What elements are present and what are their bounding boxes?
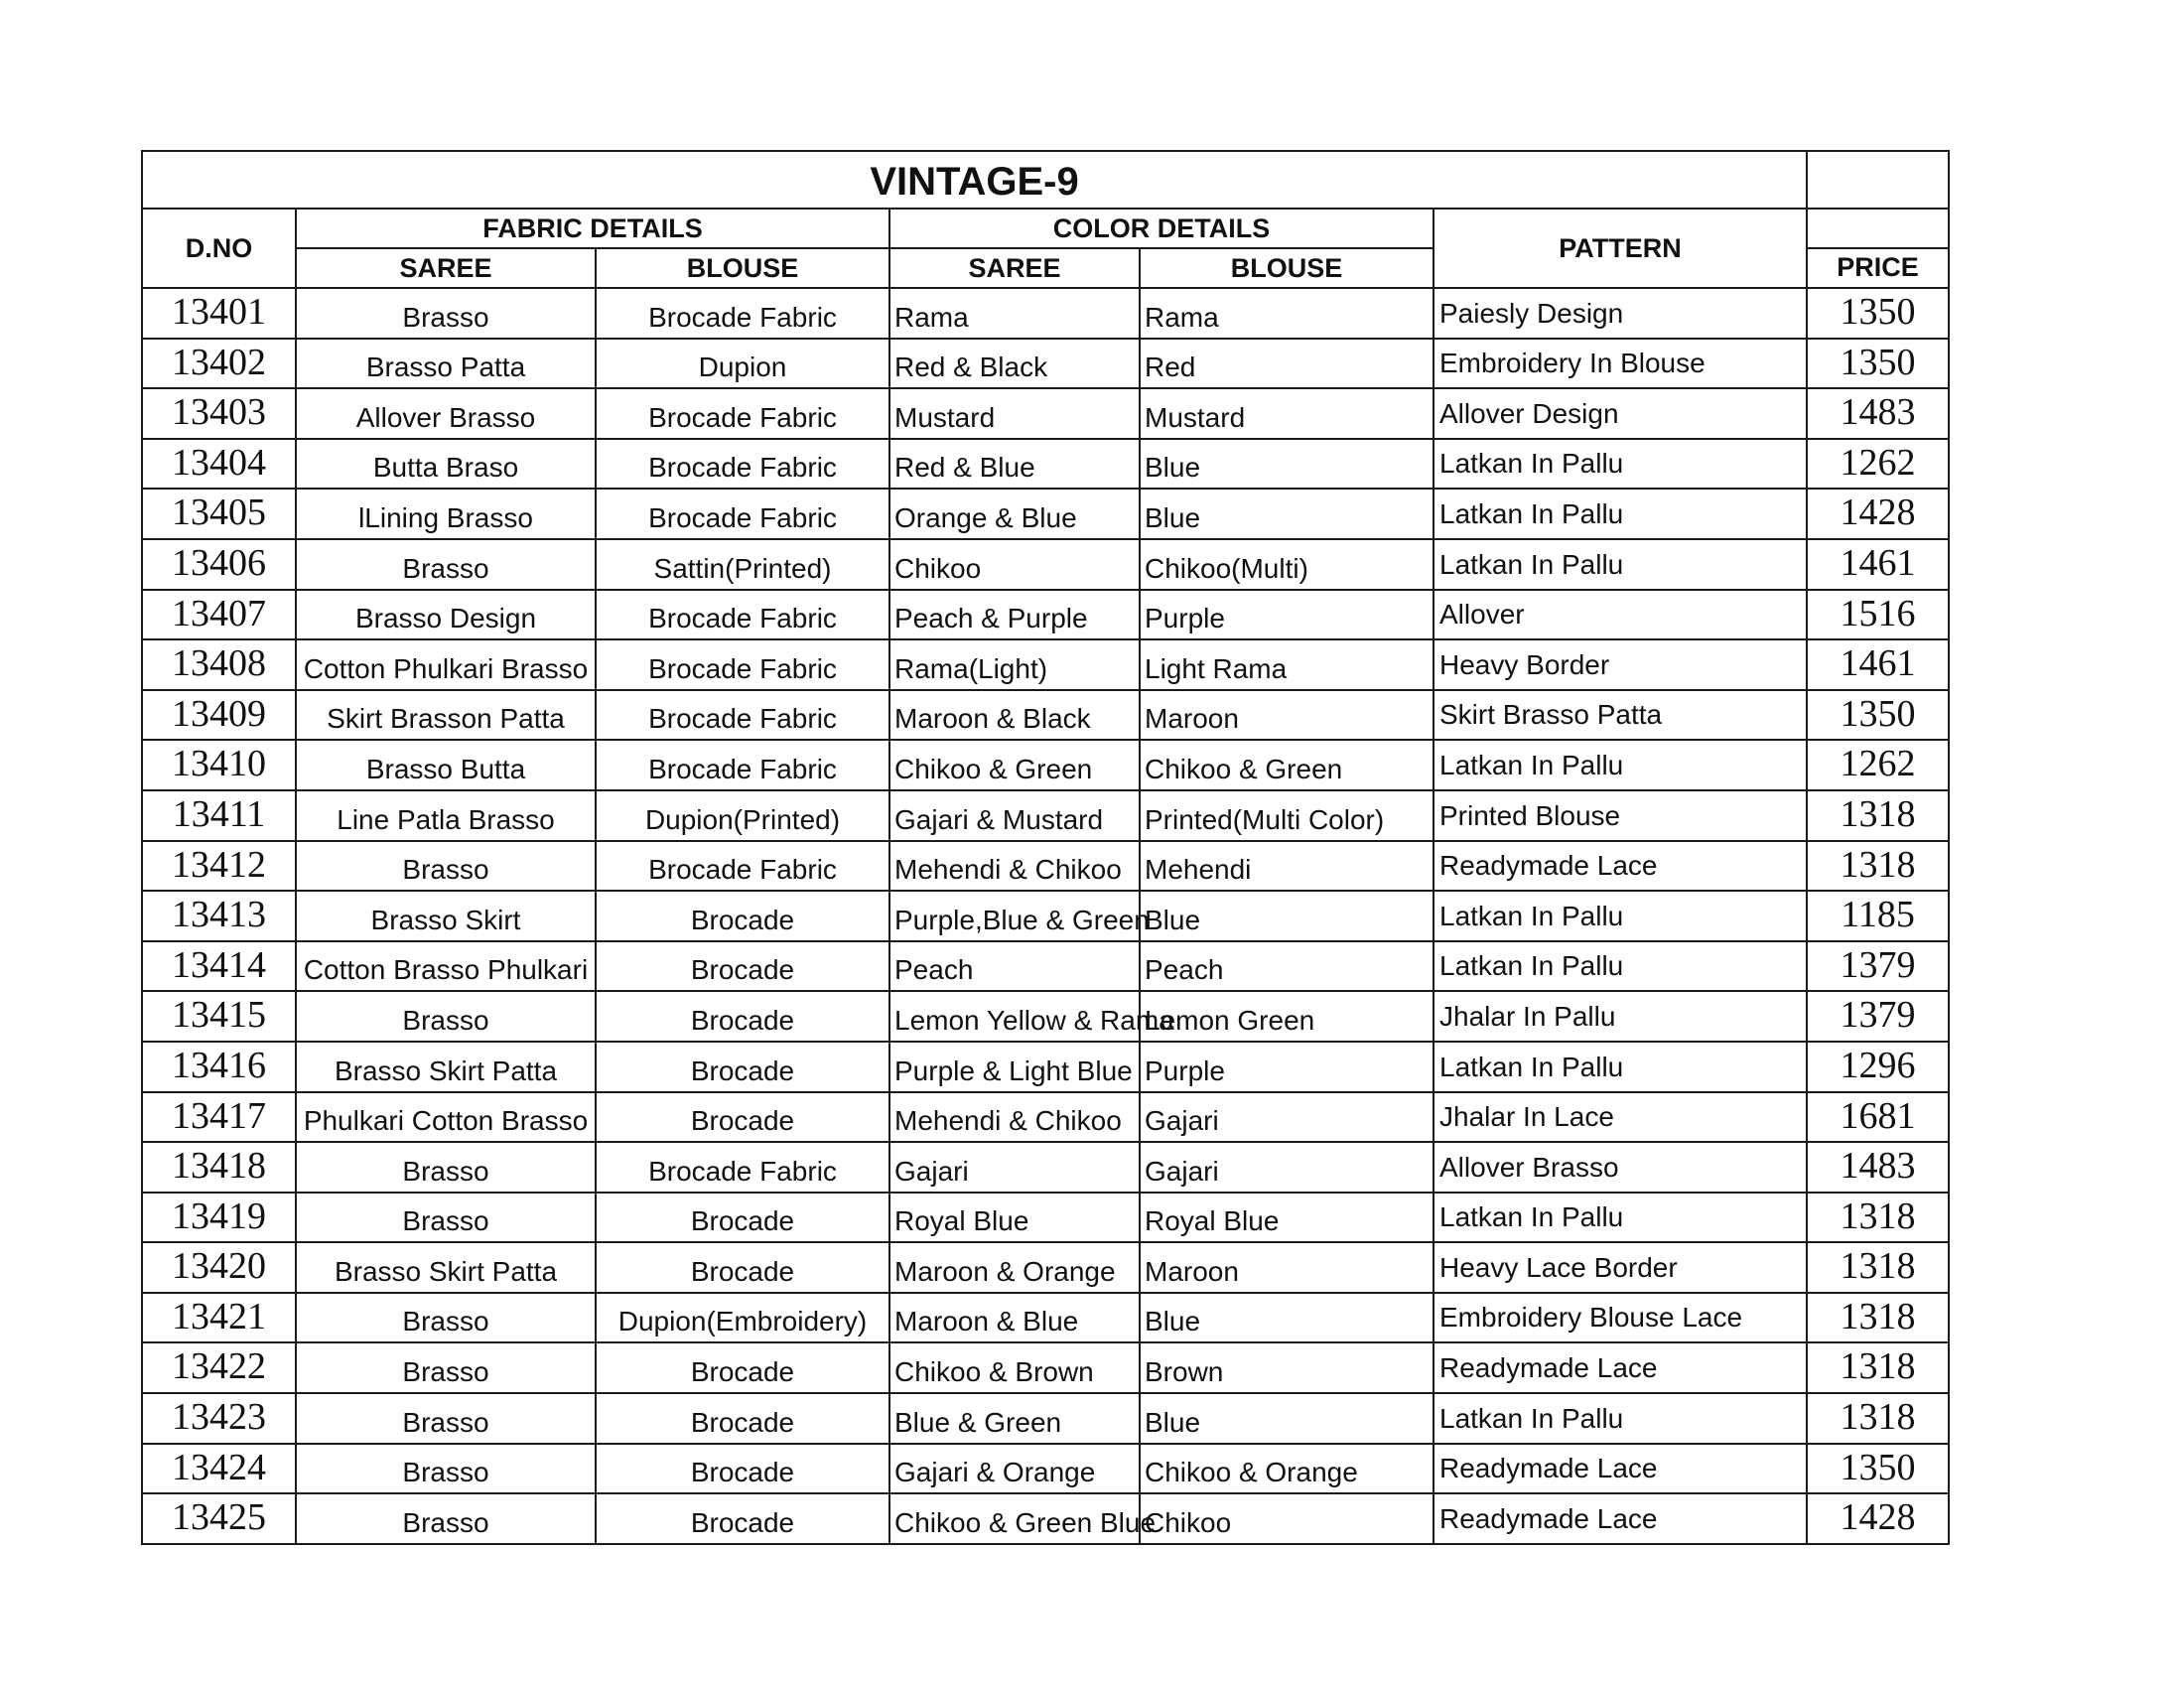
- fabric-blouse-cell: Brocade: [596, 891, 889, 941]
- table-row: [142, 991, 1949, 1042]
- fabric-blouse-cell: Brocade: [596, 1342, 889, 1393]
- color-blouse-cell: Royal Blue: [1140, 1193, 1433, 1243]
- header-color-blouse: BLOUSE: [1140, 248, 1433, 288]
- color-blouse-cell: Gajari: [1140, 1142, 1433, 1193]
- dno-cell: 13407: [142, 590, 296, 640]
- fabric-saree-cell: Brasso: [296, 1493, 596, 1544]
- dno-cell: 13414: [142, 941, 296, 992]
- dno-cell: 13409: [142, 690, 296, 741]
- fabric-blouse-cell: Brocade: [596, 1092, 889, 1143]
- fabric-blouse-cell: Brocade Fabric: [596, 288, 889, 339]
- pattern-cell: Jhalar In Lace: [1433, 1092, 1807, 1143]
- color-blouse-cell: Peach: [1140, 941, 1433, 992]
- dno-cell: 13423: [142, 1393, 296, 1444]
- color-blouse-cell: Brown: [1140, 1342, 1433, 1393]
- color-saree-cell: Mehendi & Chikoo: [889, 1092, 1140, 1143]
- header-fabric-saree: SAREE: [296, 248, 596, 288]
- pattern-cell: Latkan In Pallu: [1433, 941, 1807, 992]
- color-saree-cell: Maroon & Orange: [889, 1242, 1140, 1293]
- header-price-blank: [1807, 209, 1949, 248]
- price-cell: 1350: [1807, 1444, 1949, 1494]
- dno-cell: 13413: [142, 891, 296, 941]
- pattern-cell: Allover Design: [1433, 388, 1807, 439]
- table-row: [142, 439, 1949, 490]
- fabric-saree-cell: Brasso: [296, 1293, 596, 1343]
- header-color-details: COLOR DETAILS: [889, 209, 1433, 248]
- color-blouse-cell: Chikoo: [1140, 1493, 1433, 1544]
- price-cell: 1461: [1807, 639, 1949, 690]
- fabric-saree-cell: Brasso: [296, 1193, 596, 1243]
- color-saree-cell: Red & Black: [889, 339, 1140, 389]
- dno-cell: 13416: [142, 1042, 296, 1092]
- pattern-cell: Skirt Brasso Patta: [1433, 690, 1807, 741]
- fabric-saree-cell: Brasso: [296, 539, 596, 590]
- color-saree-cell: Purple,Blue & Green: [889, 891, 1140, 941]
- color-blouse-cell: Blue: [1140, 439, 1433, 490]
- pattern-cell: Latkan In Pallu: [1433, 1393, 1807, 1444]
- color-blouse-cell: Blue: [1140, 891, 1433, 941]
- color-saree-cell: Maroon & Blue: [889, 1293, 1140, 1343]
- color-saree-cell: Gajari: [889, 1142, 1140, 1193]
- table-row: [142, 690, 1949, 741]
- header-color-saree: SAREE: [889, 248, 1140, 288]
- pattern-cell: Readymade Lace: [1433, 841, 1807, 892]
- color-blouse-cell: Maroon: [1140, 690, 1433, 741]
- color-saree-cell: Royal Blue: [889, 1193, 1140, 1243]
- table-row: [142, 489, 1949, 539]
- table-row: [142, 1493, 1949, 1544]
- color-blouse-cell: Blue: [1140, 1293, 1433, 1343]
- fabric-saree-cell: Brasso Butta: [296, 740, 596, 790]
- color-saree-cell: Lemon Yellow & Rama: [889, 991, 1140, 1042]
- color-saree-cell: Maroon & Black: [889, 690, 1140, 741]
- fabric-blouse-cell: Dupion(Embroidery): [596, 1293, 889, 1343]
- dno-cell: 13411: [142, 790, 296, 841]
- pattern-cell: Latkan In Pallu: [1433, 1193, 1807, 1243]
- fabric-blouse-cell: Brocade Fabric: [596, 489, 889, 539]
- fabric-blouse-cell: Dupion(Printed): [596, 790, 889, 841]
- price-cell: 1318: [1807, 790, 1949, 841]
- fabric-saree-cell: Brasso Skirt Patta: [296, 1042, 596, 1092]
- table-row: [142, 1042, 1949, 1092]
- pattern-cell: Latkan In Pallu: [1433, 539, 1807, 590]
- fabric-blouse-cell: Brocade Fabric: [596, 740, 889, 790]
- color-saree-cell: Orange & Blue: [889, 489, 1140, 539]
- color-blouse-cell: Blue: [1140, 489, 1433, 539]
- fabric-blouse-cell: Brocade Fabric: [596, 590, 889, 640]
- color-saree-cell: Gajari & Orange: [889, 1444, 1140, 1494]
- dno-cell: 13425: [142, 1493, 296, 1544]
- pattern-cell: Latkan In Pallu: [1433, 1042, 1807, 1092]
- fabric-blouse-cell: Brocade Fabric: [596, 841, 889, 892]
- pattern-cell: Heavy Lace Border: [1433, 1242, 1807, 1293]
- pattern-cell: Embroidery In Blouse: [1433, 339, 1807, 389]
- price-cell: 1483: [1807, 388, 1949, 439]
- table-row: [142, 740, 1949, 790]
- fabric-blouse-cell: Brocade Fabric: [596, 690, 889, 741]
- color-saree-cell: Peach: [889, 941, 1140, 992]
- color-blouse-cell: Printed(Multi Color): [1140, 790, 1433, 841]
- header-fabric-blouse: BLOUSE: [596, 248, 889, 288]
- header-row-top: [142, 209, 1949, 248]
- color-blouse-cell: Chikoo & Green: [1140, 740, 1433, 790]
- fabric-saree-cell: Line Patla Brasso: [296, 790, 596, 841]
- fabric-blouse-cell: Brocade: [596, 1493, 889, 1544]
- table-row: [142, 339, 1949, 389]
- pattern-cell: Heavy Border: [1433, 639, 1807, 690]
- price-cell: 1350: [1807, 288, 1949, 339]
- fabric-saree-cell: Brasso: [296, 288, 596, 339]
- pattern-cell: Readymade Lace: [1433, 1493, 1807, 1544]
- table-row: [142, 1092, 1949, 1143]
- fabric-saree-cell: Brasso Design: [296, 590, 596, 640]
- fabric-blouse-cell: Brocade Fabric: [596, 439, 889, 490]
- table-row: [142, 388, 1949, 439]
- pattern-cell: Embroidery Blouse Lace: [1433, 1293, 1807, 1343]
- table-row: [142, 590, 1949, 640]
- dno-cell: 13405: [142, 489, 296, 539]
- pattern-cell: Jhalar In Pallu: [1433, 991, 1807, 1042]
- price-cell: 1350: [1807, 690, 1949, 741]
- fabric-blouse-cell: Brocade: [596, 1193, 889, 1243]
- fabric-saree-cell: Cotton Phulkari Brasso: [296, 639, 596, 690]
- dno-cell: 13421: [142, 1293, 296, 1343]
- header-dno: D.NO: [142, 209, 296, 288]
- table-row: [142, 841, 1949, 892]
- dno-cell: 13403: [142, 388, 296, 439]
- fabric-saree-cell: Butta Braso: [296, 439, 596, 490]
- fabric-saree-cell: Brasso: [296, 1444, 596, 1494]
- price-cell: 1350: [1807, 339, 1949, 389]
- color-saree-cell: Gajari & Mustard: [889, 790, 1140, 841]
- sheet-title: VINTAGE-9: [142, 151, 1807, 209]
- fabric-blouse-cell: Brocade: [596, 941, 889, 992]
- fabric-blouse-cell: Dupion: [596, 339, 889, 389]
- fabric-blouse-cell: Brocade: [596, 1393, 889, 1444]
- dno-cell: 13417: [142, 1092, 296, 1143]
- table-row: [142, 1342, 1949, 1393]
- fabric-saree-cell: Brasso: [296, 1142, 596, 1193]
- title-row: [142, 151, 1949, 209]
- color-saree-cell: Blue & Green: [889, 1393, 1140, 1444]
- color-blouse-cell: Light Rama: [1140, 639, 1433, 690]
- header-fabric-details: FABRIC DETAILS: [296, 209, 889, 248]
- table-row: [142, 1293, 1949, 1343]
- dno-cell: 13402: [142, 339, 296, 389]
- fabric-saree-cell: Brasso: [296, 1393, 596, 1444]
- pattern-cell: Latkan In Pallu: [1433, 740, 1807, 790]
- price-cell: 1318: [1807, 1393, 1949, 1444]
- fabric-blouse-cell: Sattin(Printed): [596, 539, 889, 590]
- color-blouse-cell: Gajari: [1140, 1092, 1433, 1143]
- price-cell: 1483: [1807, 1142, 1949, 1193]
- pattern-cell: Allover: [1433, 590, 1807, 640]
- dno-cell: 13422: [142, 1342, 296, 1393]
- price-cell: 1681: [1807, 1092, 1949, 1143]
- table-row: [142, 1444, 1949, 1494]
- header-price: PRICE: [1807, 248, 1949, 288]
- fabric-saree-cell: lLining Brasso: [296, 489, 596, 539]
- price-cell: 1318: [1807, 1342, 1949, 1393]
- color-saree-cell: Chikoo & Green: [889, 740, 1140, 790]
- color-blouse-cell: Mehendi: [1140, 841, 1433, 892]
- pattern-cell: Latkan In Pallu: [1433, 489, 1807, 539]
- dno-cell: 13418: [142, 1142, 296, 1193]
- fabric-blouse-cell: Brocade: [596, 991, 889, 1042]
- fabric-blouse-cell: Brocade Fabric: [596, 639, 889, 690]
- dno-cell: 13401: [142, 288, 296, 339]
- price-cell: 1428: [1807, 489, 1949, 539]
- dno-cell: 13404: [142, 439, 296, 490]
- fabric-blouse-cell: Brocade Fabric: [596, 388, 889, 439]
- price-list-table: [141, 150, 1950, 1545]
- table-row: [142, 1193, 1949, 1243]
- color-saree-cell: Mustard: [889, 388, 1140, 439]
- pattern-cell: Readymade Lace: [1433, 1444, 1807, 1494]
- price-cell: 1379: [1807, 991, 1949, 1042]
- pattern-cell: Printed Blouse: [1433, 790, 1807, 841]
- color-saree-cell: Rama(Light): [889, 639, 1140, 690]
- color-saree-cell: Chikoo: [889, 539, 1140, 590]
- table-row: [142, 941, 1949, 992]
- price-cell: 1318: [1807, 841, 1949, 892]
- color-blouse-cell: Purple: [1140, 590, 1433, 640]
- fabric-blouse-cell: Brocade: [596, 1042, 889, 1092]
- color-blouse-cell: Lemon Green: [1140, 991, 1433, 1042]
- fabric-saree-cell: Phulkari Cotton Brasso: [296, 1092, 596, 1143]
- color-saree-cell: Chikoo & Green Blue: [889, 1493, 1140, 1544]
- color-blouse-cell: Mustard: [1140, 388, 1433, 439]
- price-cell: 1516: [1807, 590, 1949, 640]
- header-pattern: PATTERN: [1433, 209, 1807, 288]
- color-saree-cell: Peach & Purple: [889, 590, 1140, 640]
- dno-cell: 13419: [142, 1193, 296, 1243]
- table-row: [142, 790, 1949, 841]
- price-cell: 1379: [1807, 941, 1949, 992]
- dno-cell: 13408: [142, 639, 296, 690]
- color-blouse-cell: Chikoo(Multi): [1140, 539, 1433, 590]
- table-row: [142, 288, 1949, 339]
- price-cell: 1428: [1807, 1493, 1949, 1544]
- color-saree-cell: Rama: [889, 288, 1140, 339]
- color-blouse-cell: Rama: [1140, 288, 1433, 339]
- price-cell: 1461: [1807, 539, 1949, 590]
- price-cell: 1262: [1807, 740, 1949, 790]
- pattern-cell: Latkan In Pallu: [1433, 891, 1807, 941]
- color-blouse-cell: Maroon: [1140, 1242, 1433, 1293]
- table-row: [142, 891, 1949, 941]
- color-saree-cell: Mehendi & Chikoo: [889, 841, 1140, 892]
- price-cell: 1318: [1807, 1293, 1949, 1343]
- price-cell: 1296: [1807, 1042, 1949, 1092]
- fabric-blouse-cell: Brocade: [596, 1444, 889, 1494]
- fabric-saree-cell: Brasso Skirt: [296, 891, 596, 941]
- pattern-cell: Allover Brasso: [1433, 1142, 1807, 1193]
- dno-cell: 13406: [142, 539, 296, 590]
- table-row: [142, 539, 1949, 590]
- table-row: [142, 639, 1949, 690]
- dno-cell: 13412: [142, 841, 296, 892]
- price-cell: 1318: [1807, 1193, 1949, 1243]
- color-blouse-cell: Chikoo & Orange: [1140, 1444, 1433, 1494]
- fabric-saree-cell: Cotton Brasso Phulkari: [296, 941, 596, 992]
- fabric-saree-cell: Brasso: [296, 841, 596, 892]
- dno-cell: 13420: [142, 1242, 296, 1293]
- color-saree-cell: Chikoo & Brown: [889, 1342, 1140, 1393]
- pattern-cell: Latkan In Pallu: [1433, 439, 1807, 490]
- price-cell: 1318: [1807, 1242, 1949, 1293]
- fabric-saree-cell: Brasso Patta: [296, 339, 596, 389]
- color-blouse-cell: Red: [1140, 339, 1433, 389]
- price-cell: 1185: [1807, 891, 1949, 941]
- table-row: [142, 1142, 1949, 1193]
- dno-cell: 13415: [142, 991, 296, 1042]
- table-row: [142, 1393, 1949, 1444]
- fabric-saree-cell: Allover Brasso: [296, 388, 596, 439]
- pattern-cell: Paiesly Design: [1433, 288, 1807, 339]
- fabric-saree-cell: Brasso: [296, 991, 596, 1042]
- color-saree-cell: Red & Blue: [889, 439, 1140, 490]
- color-blouse-cell: Purple: [1140, 1042, 1433, 1092]
- color-saree-cell: Purple & Light Blue: [889, 1042, 1140, 1092]
- pattern-cell: Readymade Lace: [1433, 1342, 1807, 1393]
- price-cell: 1262: [1807, 439, 1949, 490]
- dno-cell: 13424: [142, 1444, 296, 1494]
- fabric-saree-cell: Skirt Brasson Patta: [296, 690, 596, 741]
- fabric-saree-cell: Brasso Skirt Patta: [296, 1242, 596, 1293]
- dno-cell: 13410: [142, 740, 296, 790]
- color-blouse-cell: Blue: [1140, 1393, 1433, 1444]
- fabric-blouse-cell: Brocade: [596, 1242, 889, 1293]
- title-blank-cell: [1807, 151, 1949, 209]
- fabric-saree-cell: Brasso: [296, 1342, 596, 1393]
- table-row: [142, 1242, 1949, 1293]
- fabric-blouse-cell: Brocade Fabric: [596, 1142, 889, 1193]
